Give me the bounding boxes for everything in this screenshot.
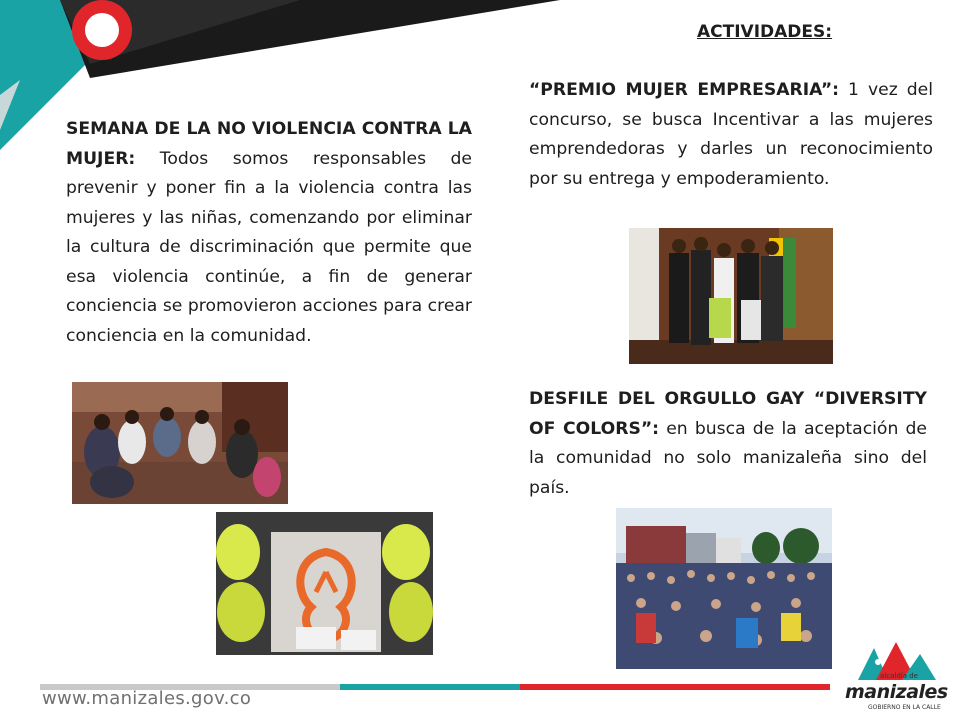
premio-title: “PREMIO MUJER EMPRESARIA”: xyxy=(529,80,840,100)
logo-top-text: alcaldía de xyxy=(880,672,918,680)
semana-body: Todos somos responsables de prevenir y poner fin a la violencia contra las mujeres y las niñas, comenzando por eliminar la cultura de discriminación que permite que esa violencia continúe, a fin de generar conciencia se promovieron acciones para crear conciencia en la comunidad. xyxy=(66,148,472,346)
photo-premio-group xyxy=(629,228,833,364)
premio-body: 1 vez del concurso, se busca Incentivar a las mujeres emprendedoras y darles un reconocimiento por su entrega y empoderamiento. xyxy=(529,80,933,189)
desfile-body: en busca de la aceptación de la comunidad no solo manizaleña sino del país. xyxy=(529,418,928,498)
desfile-orgullo-text xyxy=(529,385,927,503)
semana-title: SEMANA DE LA NO VIOLENCIA CONTRA LA MUJER: xyxy=(66,119,472,169)
photo-group-seated xyxy=(72,382,288,504)
activities-heading: ACTIVIDADES: xyxy=(697,22,833,42)
semana-no-violencia-text xyxy=(66,115,472,351)
photo-desfile-crowd xyxy=(616,508,832,669)
footer-url[interactable]: www.manizales.gov.co xyxy=(42,688,252,709)
premio-mujer-text xyxy=(529,76,933,194)
photo-police-activity xyxy=(216,512,433,655)
logo-name: manizales xyxy=(845,681,948,703)
desfile-title: DESFILE DEL ORGULLO GAY “DIVERSITY OF COLORS”: xyxy=(529,389,927,439)
logo-tagline: GOBIERNO EN LA CALLE xyxy=(868,704,941,711)
